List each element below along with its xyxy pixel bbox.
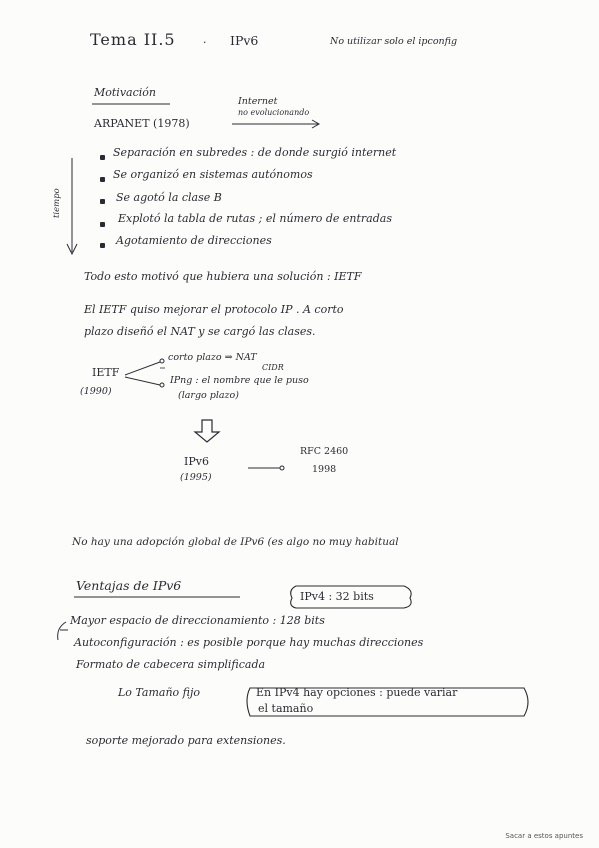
bullet-icon xyxy=(100,155,105,160)
branch-long-term-note: (largo plazo) xyxy=(178,390,239,401)
bullet-icon xyxy=(100,243,105,248)
ietf-label: IETF xyxy=(92,366,120,379)
arrow-label-internet: Internet xyxy=(238,96,278,107)
bullet-item: Explotó la tabla de rutas ; el número de entradas xyxy=(118,212,392,225)
section-heading-ventajas: Ventajas de IPv6 xyxy=(76,578,182,593)
title-note: No utilizar solo el ipconfig xyxy=(330,36,458,47)
advantage-item-extensions: soporte mejorado para extensiones. xyxy=(86,734,286,747)
ipv6-label: IPv6 xyxy=(184,455,209,468)
bullet-item: Separación en subredes : de donde surgió internet xyxy=(113,146,397,159)
paragraph-adoption: No hay una adopción global de IPv6 (es algo no muy habitual xyxy=(72,536,399,548)
bullet-icon xyxy=(100,222,105,227)
bullet-icon xyxy=(100,199,105,204)
branch-short-term: corto plazo ⇒ NAT xyxy=(168,352,257,363)
time-axis-label: tiempo xyxy=(52,188,62,218)
arpanet-label: ARPANET (1978) xyxy=(94,117,190,130)
ipv4-options-note-2: el tamaño xyxy=(258,702,314,715)
fixed-size-label: Lo Tamaño fijo xyxy=(118,686,201,699)
bullet-item: Se organizó en sistemas autónomos xyxy=(113,168,313,181)
advantage-item: Mayor espacio de direccionamiento : 128 bits xyxy=(70,614,325,627)
ipv4-options-note: En IPv4 hay opciones : puede variar xyxy=(256,686,458,699)
page-title: Tema II.5 xyxy=(90,30,176,49)
branch-long-term: IPng : el nombre que le puso xyxy=(170,375,309,386)
rfc-label: RFC 2460 xyxy=(300,446,349,457)
title-separator: · xyxy=(203,36,207,49)
advantage-item: Autoconfiguración : es posible porque hay muchas direcciones xyxy=(74,636,424,649)
paragraph-motivation: Todo esto motivó que hubiera una solución : IETF xyxy=(84,270,362,283)
section-heading-motivacion: Motivación xyxy=(94,86,156,99)
scanner-stamp: Sacar a estos apuntes xyxy=(505,832,583,840)
rfc-year: 1998 xyxy=(312,464,337,475)
paragraph-ietf-line2: plazo diseñó el NAT y se cargó las clases. xyxy=(84,325,316,338)
ietf-year: (1990) xyxy=(80,386,112,397)
advantage-item: Formato de cabecera simplificada xyxy=(76,658,266,671)
branch-short-term-cidr: CIDR xyxy=(262,363,284,372)
ipv6-year: (1995) xyxy=(180,472,212,483)
bullet-icon xyxy=(100,177,105,182)
bullet-item: Agotamiento de direcciones xyxy=(116,234,272,247)
ipv4-badge: IPv4 : 32 bits xyxy=(300,590,374,603)
bullet-item: Se agotó la clase B xyxy=(116,191,222,204)
paragraph-ietf-line1: El IETF quiso mejorar el protocolo IP . A corto xyxy=(84,303,344,316)
topic-label: IPv6 xyxy=(230,33,259,48)
arrow-label-evolution: no evolucionando xyxy=(238,108,310,117)
